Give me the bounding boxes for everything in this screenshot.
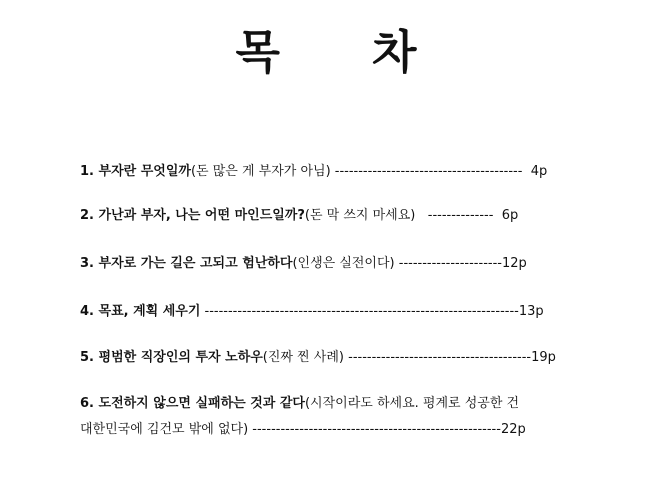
page-number: 13p [518, 304, 544, 319]
toc-entry-5: 5. 평범한 직장인의 투자 노하우(진짜 찐 사례) ---------------------------------------19p [80, 350, 556, 365]
page-number: 12p [501, 256, 527, 271]
toc-entry-3: 3. 부자로 가는 길은 고되고 험난하다(인생은 실전이다) ----------------------12p [80, 256, 527, 271]
page-number: 4p [530, 164, 548, 179]
toc-entry-6: 6. 도전하지 않으면 실패하는 것과 같다(시작이라도 하세요. 평계로 성공한 건 [80, 396, 520, 411]
toc-entry-4: 4. 목표, 계획 세우기 -------------------------------------------------------------------13p [80, 304, 544, 319]
page-title: 목 차 [235, 25, 455, 79]
page-number: 6p [501, 208, 519, 223]
page-number: 22p [500, 422, 526, 437]
toc-entry-6-continued: 대한민국에 김건모 밖에 없다) -----------------------------------------------------22p [80, 422, 526, 437]
toc-entry-1: 1. 부자란 무엇일까(돈 많은 게 부자가 아님) ---------------------------------------- 4p [80, 164, 548, 179]
page-number: 19p [531, 350, 556, 365]
toc-entry-2: 2. 가난과 부자, 나는 어떤 마인드일까?(돈 막 쓰지 마세요) -------------- 6p [80, 208, 519, 223]
